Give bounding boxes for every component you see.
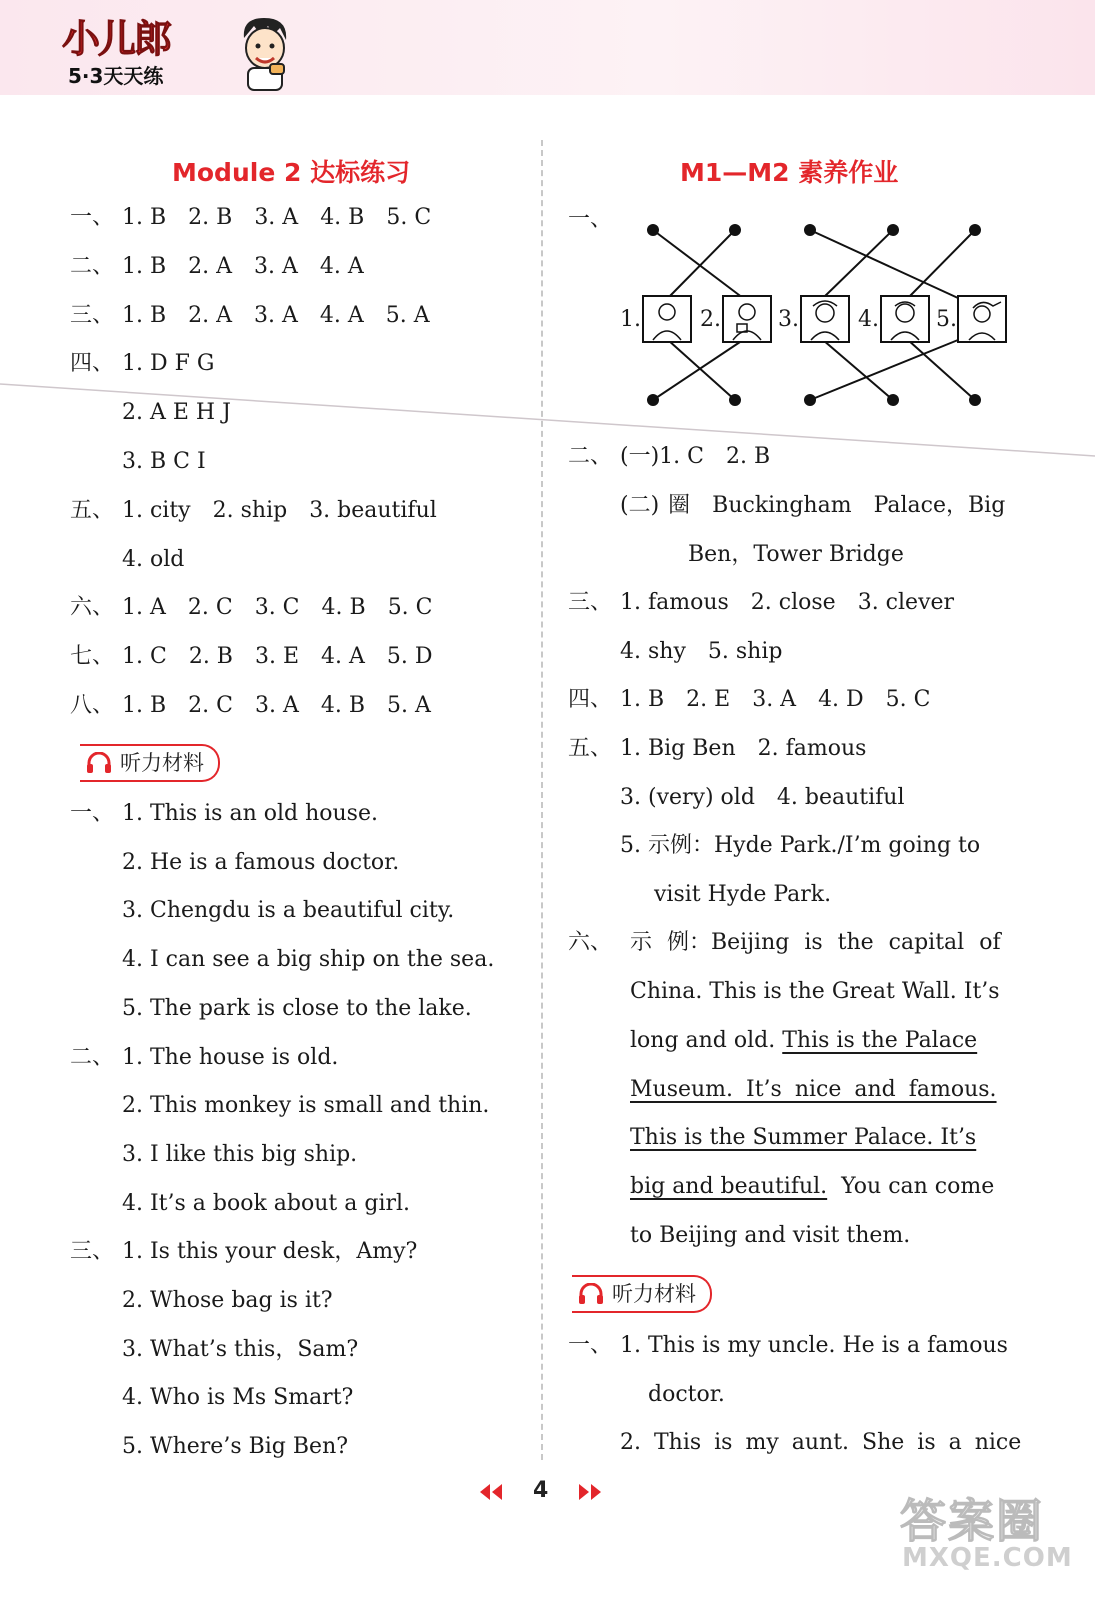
answer-row xyxy=(70,349,214,379)
sec4-line: 1. B 2. E 3. A 4. D 5. C xyxy=(620,687,931,712)
answer-item: 1. A xyxy=(122,595,166,621)
listening-line xyxy=(70,1043,338,1073)
prev-arrows-icon xyxy=(470,1484,510,1500)
logo-subtitle: 5·3天天练 xyxy=(68,64,164,88)
sec2-label: 二、 xyxy=(568,444,613,469)
sec5-line1: 1. Big Ben 2. famous xyxy=(620,736,867,761)
listening-line-text: 4. It’s a book about a girl. xyxy=(122,1190,411,1216)
listening-line xyxy=(70,1286,333,1316)
answer-row xyxy=(70,496,437,526)
answer-row-label: 六、 xyxy=(70,595,115,621)
listening-line xyxy=(70,896,454,926)
answer-row-label: 一、 xyxy=(70,205,115,230)
sec6-line3 xyxy=(630,1026,977,1056)
listening-line-text: 3. What’s this，Sam? xyxy=(122,1336,359,1362)
right-section-title: M1—M2 素养作业 xyxy=(680,158,899,187)
answer-item: 2. A E H J xyxy=(122,400,231,426)
sec6-line3b: This is the Palace xyxy=(782,1028,978,1053)
listening-line xyxy=(70,1140,357,1170)
mascot-icon xyxy=(234,14,296,92)
answer-row-label: 七、 xyxy=(70,644,115,670)
answer-row xyxy=(70,691,431,721)
listening-line-text: 5. Where’s Big Ben? xyxy=(122,1434,349,1460)
answer-item: 2. C xyxy=(187,595,233,621)
answer-item: 1. D F G xyxy=(122,351,215,377)
answer-item: 5. C xyxy=(386,205,432,230)
sec5-line3: 5. 示例：Hyde Park./I’m going to xyxy=(620,833,981,858)
listening-line-text: 4. Who is Ms Smart? xyxy=(122,1385,354,1411)
answer-row xyxy=(70,203,431,233)
brand-logo xyxy=(62,8,242,90)
match-section-label: 一、 xyxy=(568,207,613,232)
listening-line xyxy=(70,1432,348,1462)
sec6-line1: 示 例：Beijing is the capital of xyxy=(630,930,1001,955)
listening-line-text: 1. Is this your desk，Amy? xyxy=(122,1239,418,1265)
listening-line xyxy=(70,994,472,1024)
listening-line-text: 2. He is a famous doctor. xyxy=(122,849,400,875)
sec6-line2: China. This is the Great Wall. It’s xyxy=(630,979,1000,1004)
listening-line xyxy=(70,945,494,975)
matching-diagram xyxy=(613,210,1023,415)
answer-item: 5. C xyxy=(387,595,433,621)
answer-item: 3. B C I xyxy=(122,449,206,474)
match-num-1: 1. xyxy=(620,307,641,332)
answer-row-label: 八、 xyxy=(70,693,115,718)
listen2-line: 2. This is my aunt. She is a nice xyxy=(620,1430,1022,1455)
sec2-line1: (一)1. C 2. B xyxy=(620,444,771,469)
answer-item: 4. A xyxy=(321,644,365,670)
answer-item: 5. A xyxy=(387,693,431,718)
listening-line xyxy=(70,848,399,878)
listening-line-label: 二、 xyxy=(70,1044,115,1070)
answer-item: 4. A xyxy=(319,302,364,328)
headphones-icon xyxy=(86,752,112,774)
right-listening-text: 听力材料 xyxy=(612,1282,696,1306)
listening-line xyxy=(70,1335,358,1365)
answer-item: 4. B xyxy=(320,693,366,718)
answer-row xyxy=(70,545,184,575)
answer-item: 2. B xyxy=(188,644,233,670)
answer-item: 1. B xyxy=(122,253,167,279)
listen1-line-a: 1. This is my uncle. He is a famous xyxy=(620,1333,1008,1358)
match-num-3: 3. xyxy=(778,307,799,332)
answer-row xyxy=(70,252,364,282)
listening-line xyxy=(70,1189,410,1219)
watermark-line2: MXQE.COM xyxy=(902,1543,1073,1573)
sec6-line6b: You can come xyxy=(841,1174,995,1199)
listening-line-text: 4. I can see a big ship on the sea. xyxy=(122,947,495,973)
sec3-line1: 1. famous 2. close 3. clever xyxy=(620,590,955,615)
page-number: 4 xyxy=(533,1478,549,1503)
answer-item: 2. ship xyxy=(212,497,288,523)
sec6-line7: to Beijing and visit them. xyxy=(630,1223,911,1248)
left-listening-text: 听力材料 xyxy=(120,751,204,775)
answer-item: 3. A xyxy=(254,693,299,718)
sec6-line5: This is the Summer Palace. It’s xyxy=(630,1125,977,1150)
answer-item: 5. A xyxy=(385,302,430,328)
answer-item: 4. old xyxy=(122,546,185,572)
answer-item: 1. B xyxy=(122,302,167,328)
answer-item: 1. B xyxy=(122,205,167,230)
answer-row xyxy=(70,642,433,672)
listening-line-text: 2. Whose bag is it? xyxy=(122,1288,333,1313)
headphones-icon xyxy=(578,1283,604,1305)
answer-item: 2. B xyxy=(188,205,233,230)
answer-row-label: 五、 xyxy=(70,497,115,523)
sec3-line2: 4. shy 5. ship xyxy=(620,639,783,664)
sec4-label: 四、 xyxy=(568,687,613,712)
answer-item: 4. B xyxy=(321,595,366,621)
listening-line-text: 3. I like this big ship. xyxy=(122,1141,358,1167)
listening-line-text: 2. This monkey is small and thin. xyxy=(122,1093,490,1119)
answer-item: 1. B xyxy=(122,693,167,718)
logo-title: 小儿郎 xyxy=(62,17,171,61)
answer-row-label: 二、 xyxy=(70,253,115,279)
answer-item: 4. B xyxy=(320,205,365,230)
listening-line xyxy=(70,799,378,829)
sec6-line3a: long and old. xyxy=(630,1028,776,1053)
match-num-4: 4. xyxy=(858,307,879,332)
sec6-line4: Museum. It’s nice and famous. xyxy=(630,1077,997,1102)
sec5-line2: 3. (very) old 4. beautiful xyxy=(620,785,905,810)
right-listening-label xyxy=(572,1275,712,1313)
answer-item: 2. A xyxy=(188,253,233,279)
answer-row-label: 三、 xyxy=(70,302,115,328)
left-section-title: Module 2 达标练习 xyxy=(172,158,411,187)
answer-item: 3. A xyxy=(254,302,298,328)
watermark-line1: 答案圈 xyxy=(900,1494,1044,1548)
listening-line xyxy=(70,1091,489,1121)
sec6-label: 六、 xyxy=(568,930,613,955)
answer-item: 3. A xyxy=(254,205,299,230)
answer-item: 1. city xyxy=(122,497,191,523)
listening-line xyxy=(70,1237,417,1267)
answer-item: 4. A xyxy=(319,253,364,279)
answer-item: 2. A xyxy=(188,302,233,328)
sec2-line2b: Ben，Tower Bridge xyxy=(688,542,904,567)
answer-row xyxy=(70,301,430,331)
match-num-5: 5. xyxy=(936,307,957,332)
listening-line xyxy=(70,1383,353,1413)
listening-line-text: 1. This is an old house. xyxy=(122,801,378,826)
listening-line-text: 5. The park is close to the lake. xyxy=(122,995,472,1021)
answer-item: 2. C xyxy=(188,693,233,718)
sec2-line2a: (二) 圈 Buckingham Palace，Big xyxy=(620,493,1006,518)
page-footer xyxy=(470,1478,625,1508)
listening-line-text: 3. Chengdu is a beautiful city. xyxy=(122,898,455,924)
answer-row xyxy=(70,398,231,428)
answer-row xyxy=(70,447,206,477)
match-num-2: 2. xyxy=(700,307,721,332)
sec5-label: 五、 xyxy=(568,736,613,761)
answer-item: 3. A xyxy=(254,253,298,279)
sec6-line6a: big and beautiful. xyxy=(630,1174,828,1199)
column-divider xyxy=(541,140,543,1460)
listening-line-text: 1. The house is old. xyxy=(122,1044,339,1070)
answer-item: 5. D xyxy=(386,644,433,670)
listening-line-label: 三、 xyxy=(70,1239,115,1265)
answer-item: 3. beautiful xyxy=(309,497,437,523)
listen1-line-b: doctor. xyxy=(648,1382,725,1407)
answer-item: 3. E xyxy=(254,644,300,670)
answer-item: 1. C xyxy=(122,644,167,670)
next-arrows-icon xyxy=(575,1484,615,1500)
answer-row xyxy=(70,593,433,623)
answer-row-label: 四、 xyxy=(70,351,115,377)
listening-line-label: 一、 xyxy=(70,801,115,826)
watermark xyxy=(900,1485,1073,1573)
sec3-label: 三、 xyxy=(568,590,613,615)
answer-item: 3. C xyxy=(254,595,300,621)
listen1-label: 一、 xyxy=(568,1333,613,1358)
sec6-line6 xyxy=(630,1172,994,1202)
left-listening-label xyxy=(80,744,220,782)
sec5-line4: visit Hyde Park. xyxy=(654,882,832,907)
